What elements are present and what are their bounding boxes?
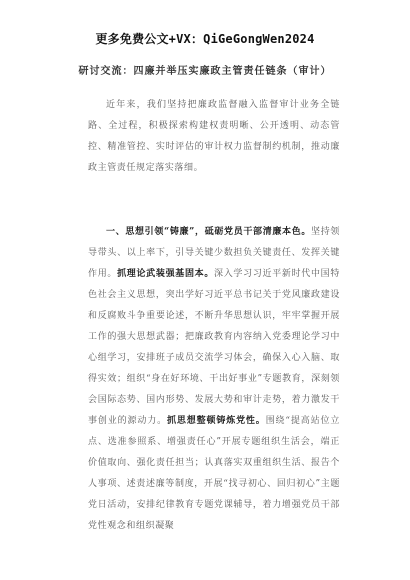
- section-text-1: 坚持领导带头、以上率下，引导关键少数担负关键责任、发挥关键作用。: [88, 227, 340, 279]
- document-title: 研讨交流：四廉并举压实廉政主管责任链条（审计）: [78, 66, 332, 77]
- section-one-paragraph: [88, 222, 340, 537]
- intro-paragraph: 近年来，我们坚持把廉政监督融入监督审计业务全链路、全过程，积极探索构建权责明晰、公开透明、动态管控、精准管控、实时评估的审计权力监督制约机制，推动廉政主管责任规定落实落细。: [88, 100, 340, 173]
- section-text-3: 围绕“提高站位立点、选准参照系、增强责任心”开展专题组织生活会，端正价值取向、强化责任担当；认真落实双重组织生活、报告个人事项、述责述廉等制度，开展“找寻初心、回归初心”主题党日活动，安排纪律教育专题党课辅导，着力增强党员干部党性观念和组织凝聚: [88, 416, 340, 531]
- subheading-theory: 抓理论武装强基固本。: [117, 269, 215, 279]
- promo-banner: 更多免费公文+VX：QiGeGongWen2024: [95, 32, 315, 46]
- subheading-ideology: 抓思想整顿铸炼党性。: [166, 416, 266, 426]
- section-text-2: 深入学习习近平新时代中国特色社会主义思想，突出学好习近平总书记关于党风廉政建设和反腐败斗争重要论述，不断升华思想认识，牢牢掌握开展工作的强大思想武器；把廉政教育内容纳入党委理论学习中心组学习，安排班子成员交流学习体会，确保入心入脑、取得实效；组织“身在好环境、干出好事业”专题教育，深刻领会国际态势、国内形势、发展大势和审计走势，着力激发干事创业的源动力。: [88, 269, 340, 426]
- section-heading: 一、思想引领“铸廉”，砥砺党员干部清廉本色。: [106, 227, 312, 237]
